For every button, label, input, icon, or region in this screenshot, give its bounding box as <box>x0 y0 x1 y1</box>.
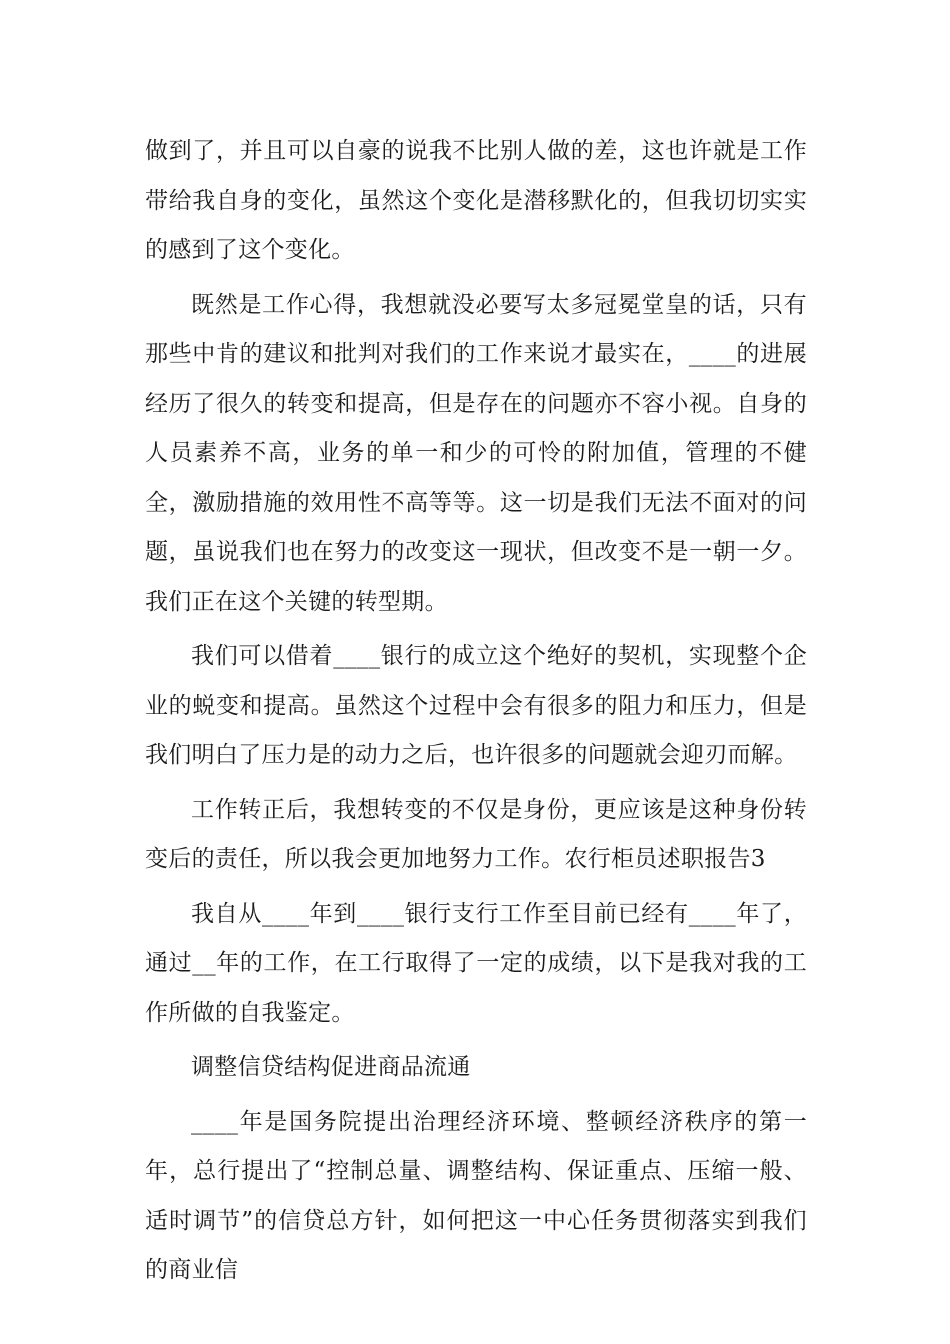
paragraph-bank-opportunity: 我们可以借着____银行的成立这个绝好的契机，实现整个企业的蜕变和提高。虽然这个过程中会有很多的阻力和压力，但是我们明白了压力是的动力之后，也许很多的问题就会迎刃而解。 <box>145 643 807 768</box>
paragraph-after-regularization: 工作转正后，我想转变的不仅是身份，更应该是这种身份转变后的责任，所以我会更加地努力工作。农行柜员述职报告3 <box>145 796 807 872</box>
section-heading-credit-structure: 调整信贷结构促进商品流通 <box>191 1054 471 1080</box>
paragraph-credit-policy: ____年是国务院提出治理经济环境、整顿经济秩序的第一年，总行提出了“控制总量、调整结构、保证重点、压缩一般、适时调节”的信贷总方针，如何把这一中心任务贯彻落实到我们的商业信 <box>145 1108 807 1283</box>
paragraph-continuation: 做到了，并且可以自豪的说我不比别人做的差，这也许就是工作带给我自身的变化，虽然这个变化是潜移默化的，但我切切实实的感到了这个变化。 <box>145 138 807 263</box>
paragraph-work-reflection: 既然是工作心得，我想就没必要写太多冠冕堂皇的话，只有那些中肯的建议和批判对我们的工作来说才最实在，____的进展经历了很久的转变和提高，但是存在的问题亦不容小视。自身的人员素养不高，业务的单一和少的可怜的附加值，管理的不健全，激励措施的效用性不高等等。这一切是我们无法不面对的问题，虽说我们也在努力的改变这一现状，但改变不是一朝一夕。我们正在这个关键的转型期。 <box>145 291 807 615</box>
paragraph-self-assessment: 我自从____年到____银行支行工作至目前已经有____年了，通过__年的工作，在工行取得了一定的成绩，以下是我对我的工作所做的自我鉴定。 <box>145 900 807 1026</box>
document-body <box>145 127 807 1296</box>
